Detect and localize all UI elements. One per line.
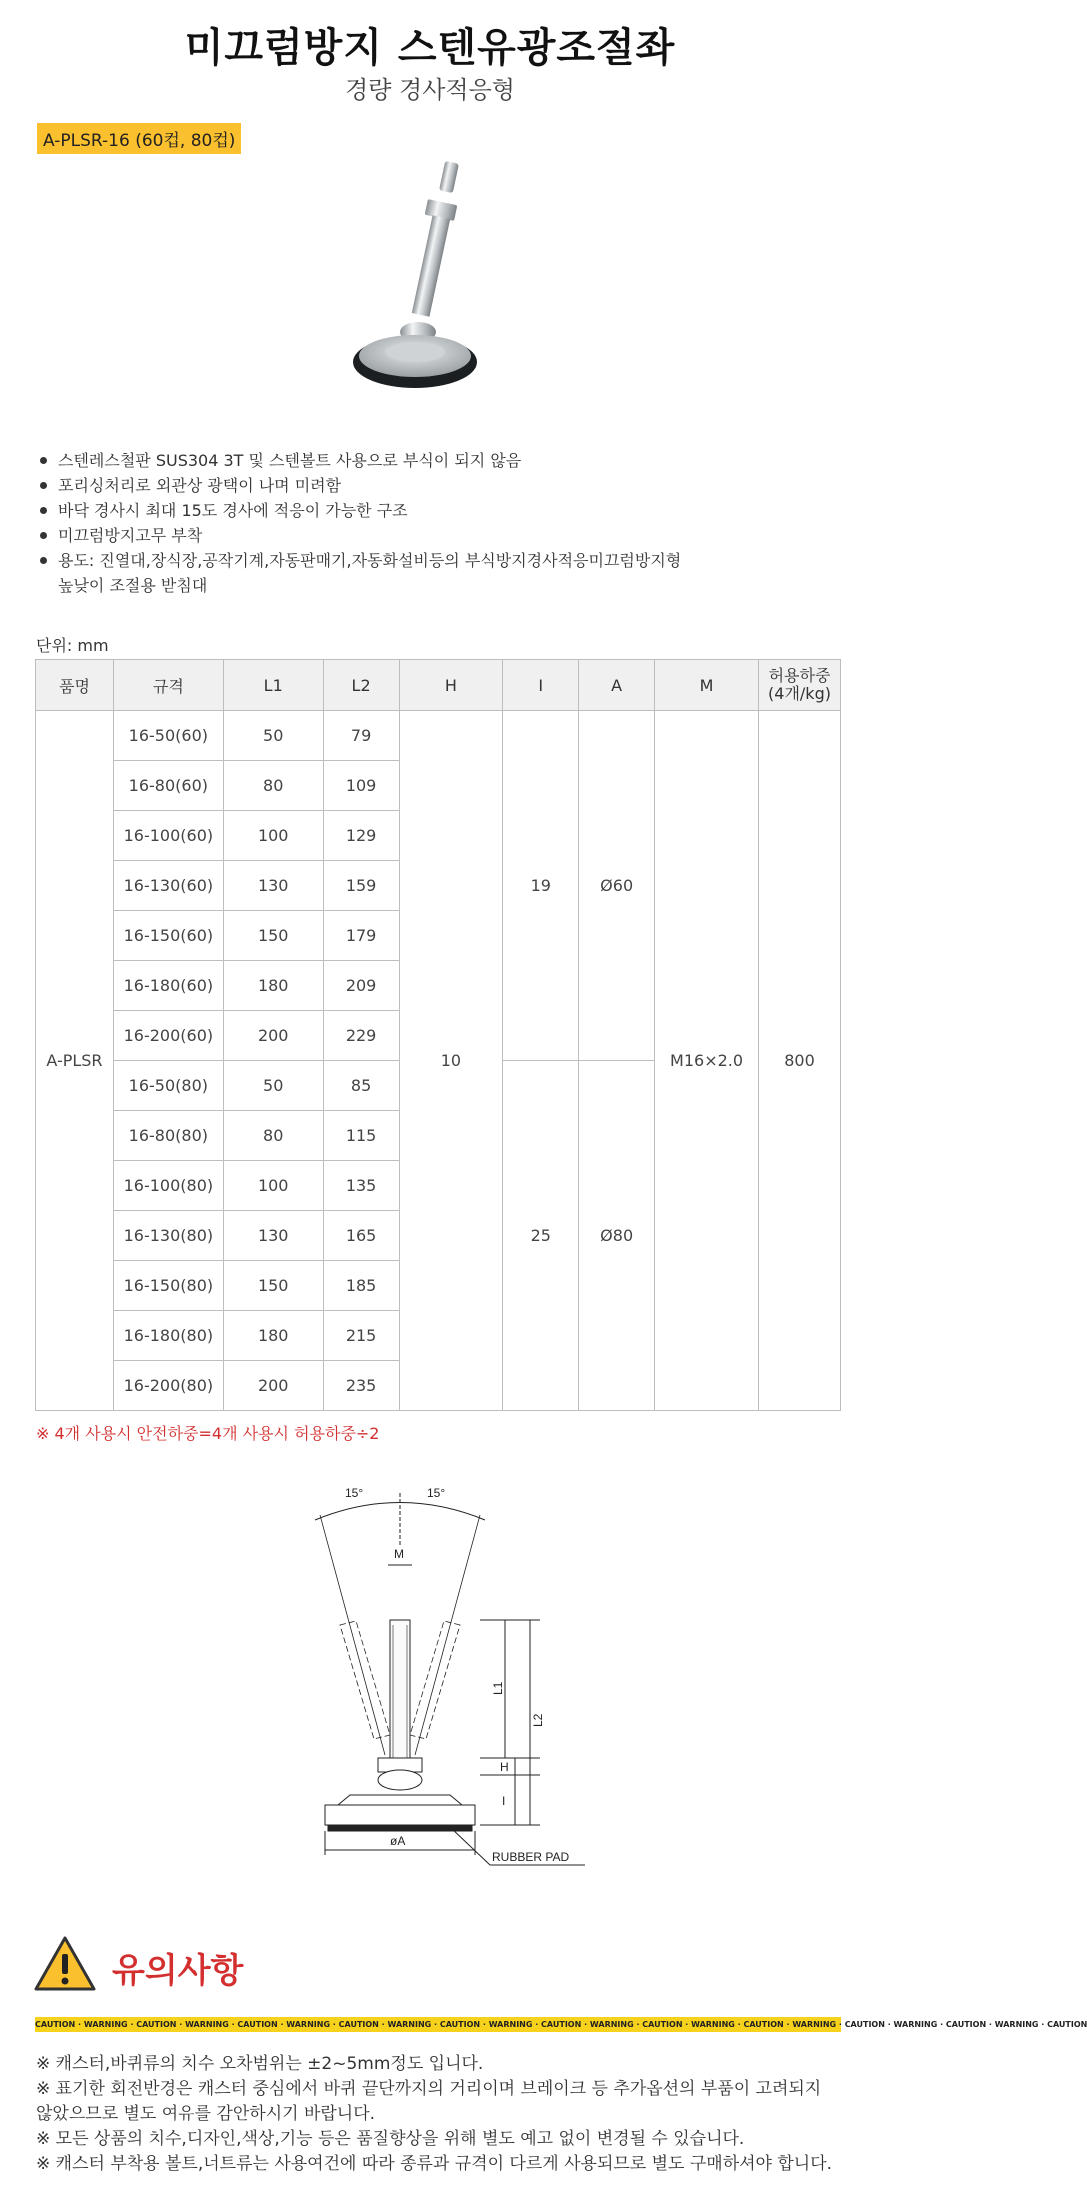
cell-spec: 16-200(60) (113, 1011, 223, 1061)
header-load-unit: (4개/kg) (768, 684, 831, 703)
cell-l2: 209 (323, 961, 399, 1011)
caution-note: ※ 캐스터 부착용 볼트,너트류는 사용여건에 따라 종류과 규격이 다르게 사용되므로 별도 구매하셔야 합니다. (36, 2154, 833, 2174)
cell-spec: 16-180(60) (113, 961, 223, 1011)
feature-item: 용도: 진열대,장식장,공작기계,자동판매기,자동화설비등의 부식방지경사적응미끄럼방지형 (38, 548, 838, 573)
drawing-pad-label: RUBBER PAD (492, 1850, 570, 1864)
cell-l2: 179 (323, 911, 399, 961)
cell-l2: 185 (323, 1261, 399, 1311)
cell-l1: 180 (223, 1311, 323, 1361)
product-image (340, 150, 520, 410)
header-h: H (399, 660, 503, 711)
cell-l2: 165 (323, 1211, 399, 1261)
cell-l1: 50 (223, 1061, 323, 1111)
cell-l1: 150 (223, 911, 323, 961)
cell-a: Ø80 (579, 1061, 655, 1411)
cell-l1: 80 (223, 1111, 323, 1161)
cell-l1: 50 (223, 711, 323, 761)
cell-spec: 16-80(60) (113, 761, 223, 811)
caution-notes (36, 2052, 842, 2177)
cell-l1: 80 (223, 761, 323, 811)
feature-item: 미끄럼방지고무 부착 (38, 523, 838, 548)
cell-spec: 16-130(80) (113, 1211, 223, 1261)
cell-l1: 150 (223, 1261, 323, 1311)
drawing-i-label: I (502, 1794, 506, 1808)
caution-title: 유의사항 (112, 1951, 244, 1991)
page-subtitle: 경량 경사적응형 (345, 76, 515, 104)
header-load (759, 660, 841, 711)
feature-item: 바닥 경사시 최대 15도 경사에 적응이 가능한 구조 (38, 498, 838, 523)
cell-l2: 85 (323, 1061, 399, 1111)
cell-l2: 129 (323, 811, 399, 861)
cell-i: 19 (503, 711, 579, 1061)
header-spec: 규격 (113, 660, 223, 711)
cell-spec: 16-150(60) (113, 911, 223, 961)
cell-i: 25 (503, 1061, 579, 1411)
drawing-angle-left: 15° (345, 1486, 364, 1500)
spec-table (35, 659, 841, 1411)
model-tag: A-PLSR-16 (60컵, 80컵) (37, 123, 241, 154)
cell-l2: 229 (323, 1011, 399, 1061)
header-l1: L1 (223, 660, 323, 711)
drawing-l2-label: L2 (531, 1713, 545, 1727)
caution-note: ※ 모든 상품의 치수,디자인,색상,기능 등은 품질향상을 위해 별도 예고 없이 변경될 수 있습니다. (36, 2129, 745, 2149)
feature-list (38, 448, 838, 598)
cell-l1: 180 (223, 961, 323, 1011)
feature-item: 포리싱처리로 외관상 광택이 나며 미려함 (38, 473, 838, 498)
cell-l2: 115 (323, 1111, 399, 1161)
header-m: M (655, 660, 759, 711)
cell-l2: 159 (323, 861, 399, 911)
feature-item: 스텐레스철판 SUS304 3T 및 스텐볼트 사용으로 부식이 되지 않음 (38, 448, 838, 473)
cell-product: A-PLSR (36, 711, 114, 1411)
cell-spec: 16-100(60) (113, 811, 223, 861)
feature-item-continued: 높낮이 조절용 받침대 (58, 576, 208, 595)
caution-note: ※ 표기한 회전반경은 캐스터 중심에서 바퀴 끝단까지의 거리이며 브레이크 등 추가옵션의 부품이 고려되지 않았으므로 별도 여유를 감안하시기 바랍니다. (36, 2079, 822, 2124)
cell-h: 10 (399, 711, 503, 1411)
warning-icon (33, 1935, 97, 1993)
cell-spec: 16-50(60) (113, 711, 223, 761)
cell-spec: 16-200(80) (113, 1361, 223, 1411)
cell-spec: 16-80(80) (113, 1111, 223, 1161)
cell-l2: 215 (323, 1311, 399, 1361)
drawing-l1-label: L1 (491, 1681, 505, 1695)
drawing-angle-right: 15° (427, 1486, 446, 1500)
safety-note: ※ 4개 사용시 안전하중=4개 사용시 허용하중÷2 (36, 1424, 380, 1443)
drawing-h-label: H (500, 1760, 509, 1774)
header-product: 품명 (36, 660, 114, 711)
cell-l1: 130 (223, 861, 323, 911)
technical-drawing (290, 1475, 640, 1895)
table-header-row (36, 660, 841, 711)
caution-note: ※ 캐스터,바퀴류의 치수 오차범위는 ±2~5mm정도 입니다. (36, 2054, 484, 2074)
page-title: 미끄럼방지 스텐유광조절좌 (184, 25, 676, 71)
cell-spec: 16-180(80) (113, 1311, 223, 1361)
table-row (36, 711, 841, 761)
cell-l2: 109 (323, 761, 399, 811)
drawing-m-label: M (394, 1547, 404, 1561)
header-load-label: 허용하중 (768, 666, 831, 685)
cell-spec: 16-130(60) (113, 861, 223, 911)
header-i: I (503, 660, 579, 711)
cell-spec: 16-100(80) (113, 1161, 223, 1211)
cell-spec: 16-150(80) (113, 1261, 223, 1311)
cell-l1: 200 (223, 1011, 323, 1061)
cell-l1: 100 (223, 811, 323, 861)
cell-spec: 16-50(80) (113, 1061, 223, 1111)
cell-l2: 135 (323, 1161, 399, 1211)
cell-m: M16×2.0 (655, 711, 759, 1411)
drawing-a-label: øA (390, 1834, 406, 1848)
cell-l1: 200 (223, 1361, 323, 1411)
unit-label: 단위: mm (36, 636, 109, 655)
cell-l2: 79 (323, 711, 399, 761)
cell-a: Ø60 (579, 711, 655, 1061)
cell-load: 800 (759, 711, 841, 1411)
header-a: A (579, 660, 655, 711)
caution-tape: CAUTION · WARNING · CAUTION · WARNING · CAUTION · WARNING · CAUTION · WARNING · CAUTION · WARNING · CAUTION · WARNING · CAUTION · WARNING · CAUTION · WARNING · CAUTION · WARNING · CAUTION · WARNING · CAUTION (35, 2017, 841, 2032)
cell-l2: 235 (323, 1361, 399, 1411)
header-l2: L2 (323, 660, 399, 711)
cell-l1: 100 (223, 1161, 323, 1211)
cell-l1: 130 (223, 1211, 323, 1261)
